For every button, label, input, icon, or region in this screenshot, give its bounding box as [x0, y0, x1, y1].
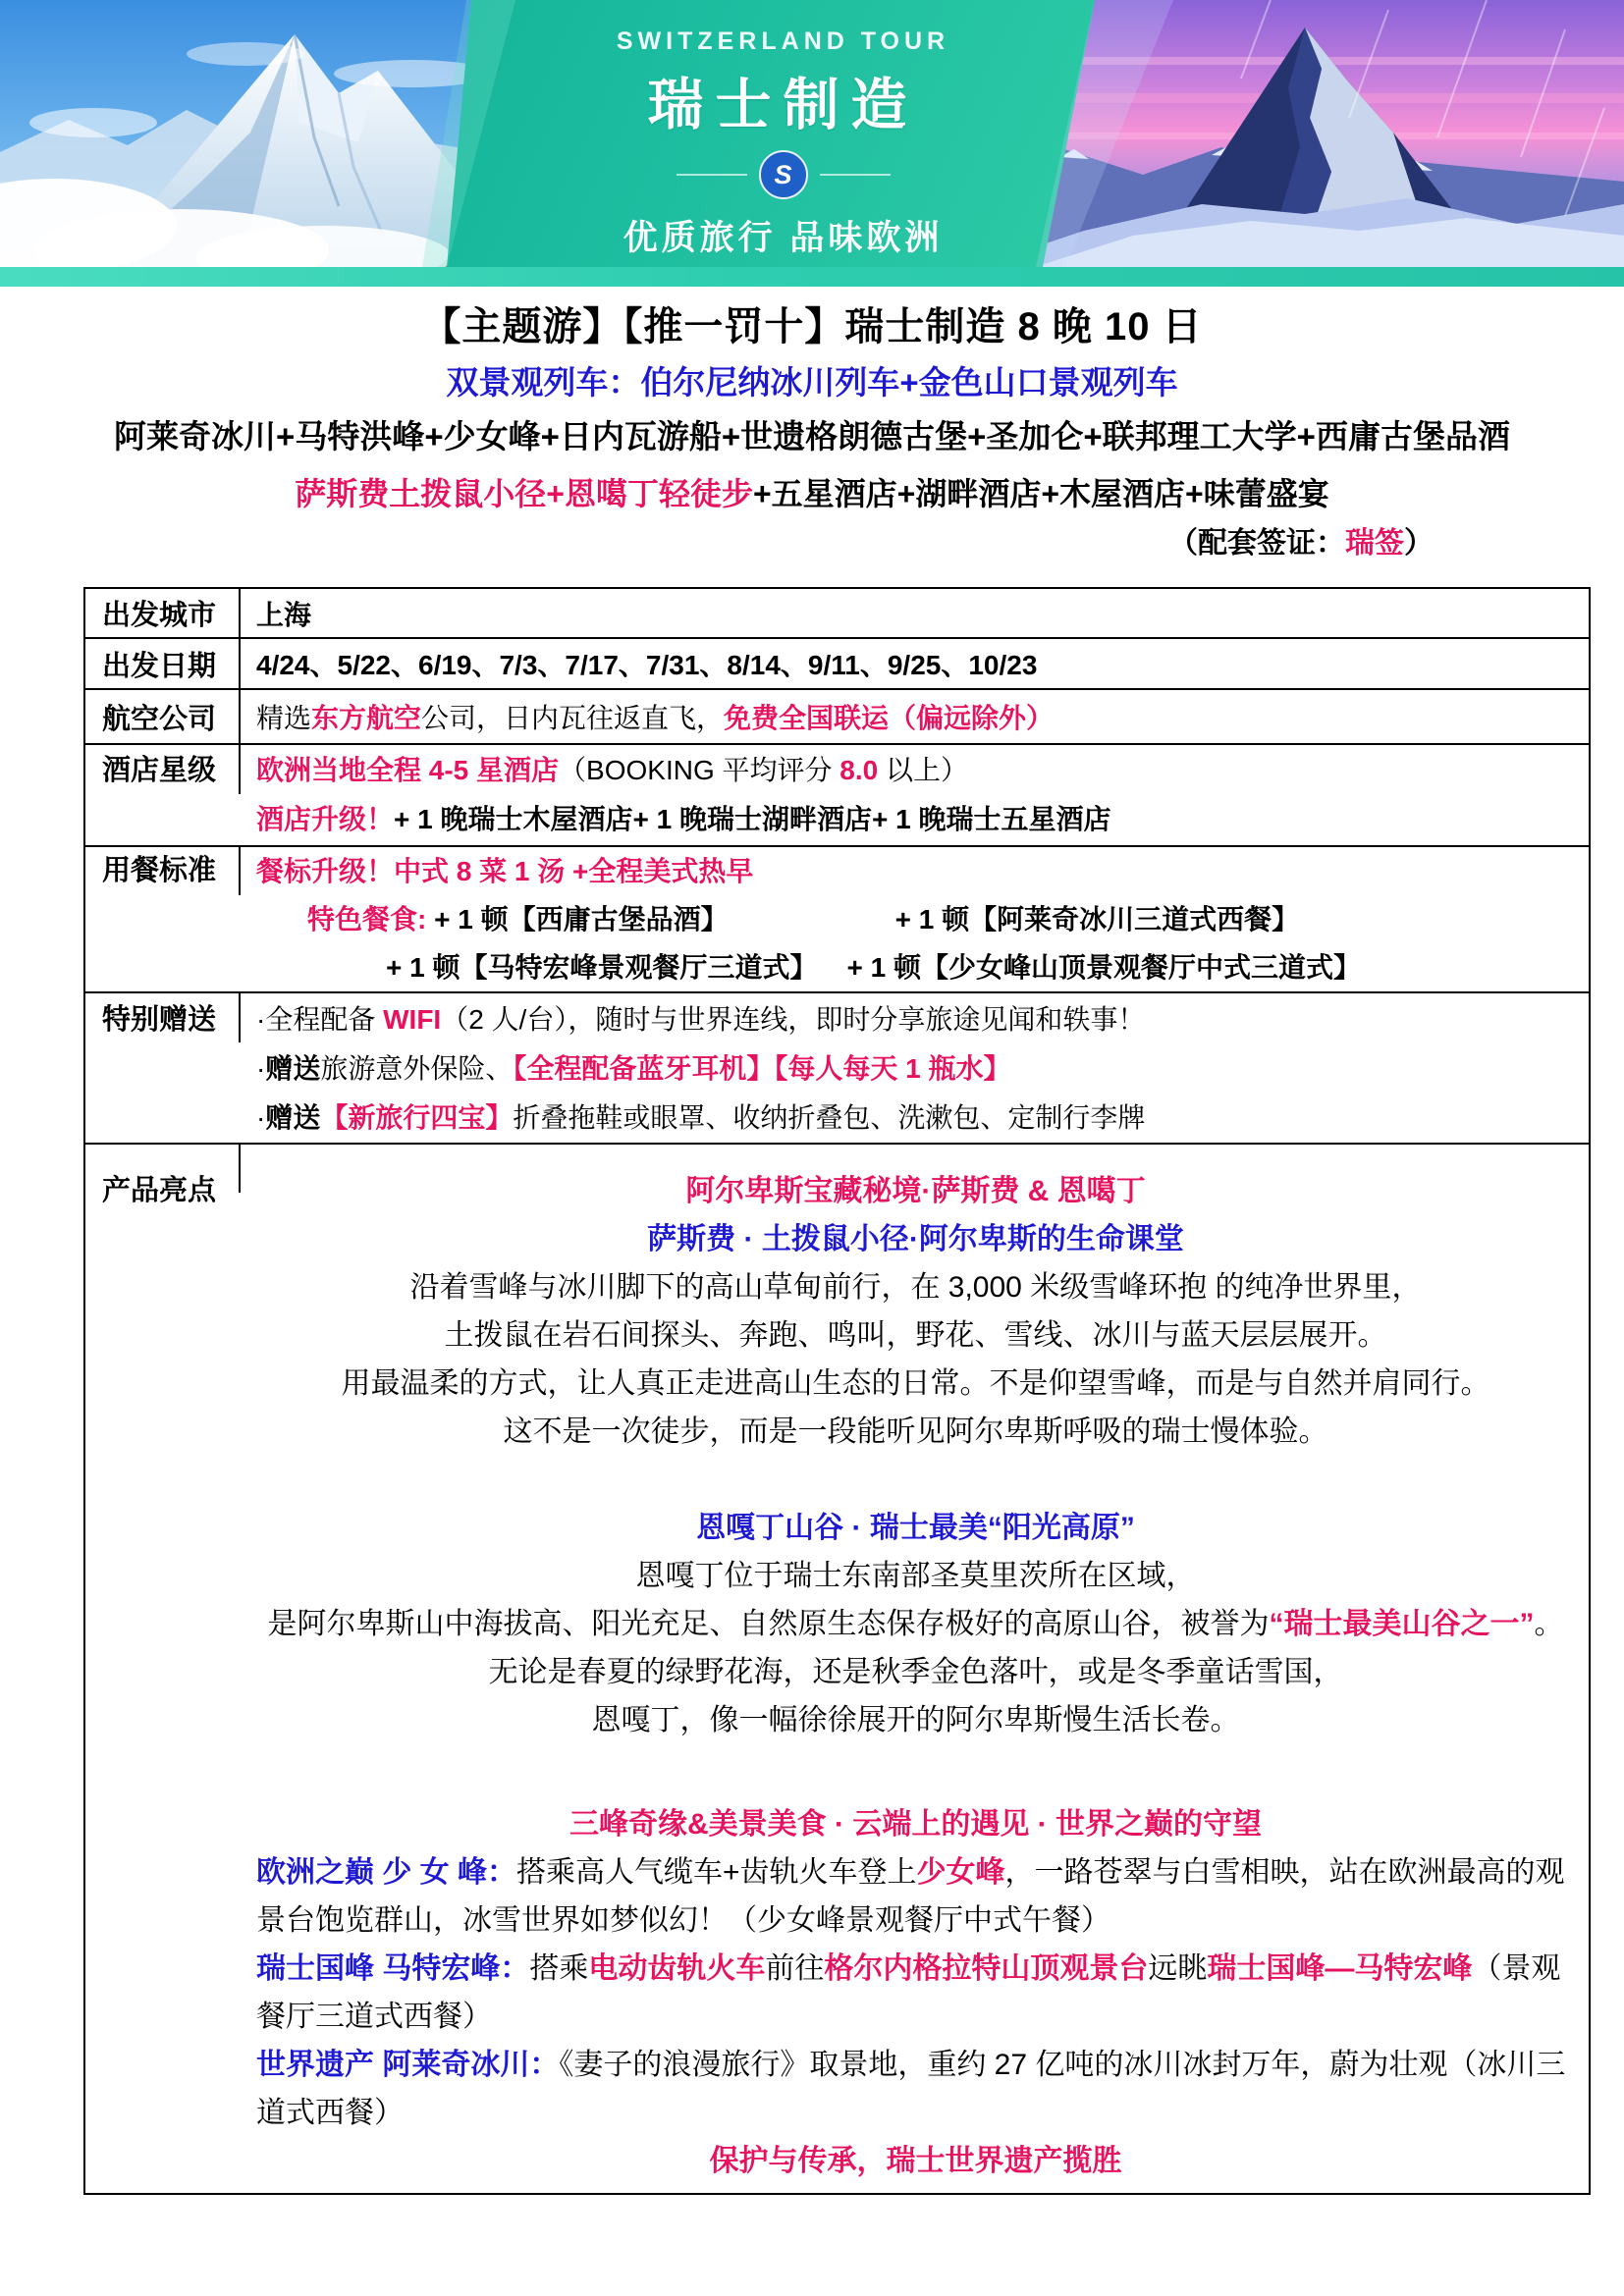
row-value: [241, 847, 1589, 991]
text-segment: + 1 顿【西庸古堡品酒】: [434, 904, 729, 934]
row-label: 酒店星级: [85, 745, 241, 794]
hotel-line-2: [256, 795, 1575, 844]
text-segment: ）: [1404, 527, 1434, 560]
heritage-title: 保护与传承，瑞士世界遗产揽胜: [709, 2145, 1122, 2177]
row-value: [241, 993, 1589, 1143]
text-segment: （BOOKING 平均评分: [559, 755, 840, 785]
banner: [0, 0, 1624, 267]
aletsch-paragraph: [256, 2041, 1575, 2137]
table-row-dates: [85, 639, 1589, 690]
trains-subtitle: 双景观列车：伯尔尼纳冰川列车+金色山口景观列车: [446, 364, 1178, 400]
row-label: 出发城市: [85, 589, 241, 637]
text-segment: （景观餐厅三道式西餐）: [256, 1952, 1561, 2033]
engadin-paragraph: 无论是春夏的绿野花海，还是秋季金色落叶，或是冬季童话雪国，: [488, 1656, 1343, 1688]
text-segment: 格尔内格拉特山顶观景台: [824, 1952, 1149, 1985]
saasfee-paragraph: 这不是一次徒步，而是一段能听见阿尔卑斯呼吸的瑞士慢体验。: [503, 1415, 1328, 1448]
text-segment: 远眺: [1148, 1952, 1208, 1985]
text-segment: 前往: [765, 1952, 825, 1985]
text-segment: 瑞签: [1345, 527, 1404, 560]
gifts-line-2: [256, 1044, 1575, 1094]
visa-note: [0, 522, 1624, 565]
matterhorn-paragraph: [256, 1945, 1575, 2041]
section-gap: [256, 1744, 1575, 1800]
text-segment: 赠送: [265, 1053, 321, 1084]
row-value: 4/24、5/22、6/19、7/3、7/17、7/31、8/14、9/11、9/25、10/23: [256, 650, 1038, 680]
text-segment: 折叠拖鞋或眼罩、收纳折叠包、洗漱包、定制行李牌: [513, 1102, 1146, 1133]
text-segment: 8.0: [839, 755, 879, 785]
meals-line-1: 餐标升级！中式 8 菜 1 汤 +全程美式热早: [256, 856, 754, 886]
engadin-paragraph: 恩嘎丁位于瑞士东南部圣莫里茨所在区域，: [635, 1560, 1196, 1592]
table-row-airline: [85, 690, 1589, 745]
engadin-paragraph: 恩嘎丁，像一幅徐徐展开的阿尔卑斯慢生活长卷。: [591, 1704, 1240, 1736]
text-segment: 东方航空: [311, 703, 422, 733]
text-segment: WIFI: [383, 1004, 442, 1035]
text-segment: + 1 顿【马特宏峰景观餐厅三道式】: [386, 952, 818, 983]
text-segment: “瑞士最美山谷之一”: [1269, 1608, 1535, 1640]
banner-subtitle-en: SWITZERLAND TOUR: [616, 27, 950, 55]
saasfee-subtitle: 萨斯费 · 土拨鼠小径·阿尔卑斯的生命课堂: [647, 1223, 1184, 1255]
engadin-title: 恩嘎丁山谷 · 瑞士最美“阳光高原”: [696, 1512, 1135, 1544]
text-segment: +五星酒店+湖畔酒店+木屋酒店+味蕾盛宴: [752, 476, 1329, 511]
brand-logo-icon: S: [759, 150, 808, 199]
row-value: [241, 690, 1589, 743]
meals-line-3: [256, 943, 1575, 991]
text-segment: 欧洲当地全程 4-5 星酒店: [256, 755, 560, 785]
text-segment: 免费全国联运（偏远除外）: [724, 703, 1055, 733]
text-segment: 电动齿轨火车: [588, 1952, 766, 1985]
saasfee-title: 阿尔卑斯宝藏秘境·萨斯费 & 恩噶丁: [685, 1175, 1146, 1207]
text-segment: 特色餐食:: [307, 904, 435, 934]
row-label: 出发日期: [85, 639, 241, 688]
row-value: 上海: [256, 599, 312, 630]
table-row-gifts: [85, 993, 1589, 1145]
attractions-line: 阿莱奇冰川+马特洪峰+少女峰+日内瓦游船+世遗格朗德古堡+圣加仑+联邦理工大学+西庸古堡品酒: [114, 418, 1510, 454]
gifts-line-3: [256, 1094, 1575, 1143]
text-segment: 是阿尔卑斯山中海拔高、阳光充足、自然原生态保存极好的高原山谷，被誉为: [267, 1608, 1270, 1640]
jungfrau-paragraph: [256, 1848, 1575, 1945]
saasfee-paragraph: 土拨鼠在岩石间探头、奔跑、鸣叫，野花、雪线、冰川与蓝天层层展开。: [444, 1319, 1387, 1352]
text-segment: 公司，日内瓦往返直飞，: [421, 703, 725, 733]
text-segment: 世界遗产 阿莱奇冰川：: [256, 2049, 560, 2081]
table-row-city: [85, 589, 1589, 639]
text-segment: 以上）: [878, 755, 968, 785]
section-gap: [256, 1456, 1575, 1504]
row-label: 特别赠送: [85, 993, 241, 1042]
banner-center-content: [471, 0, 1095, 267]
table-row-highlights: [85, 1145, 1589, 2193]
text-segment: + 1 顿【少女峰山顶景观餐厅中式三道式】: [846, 952, 1361, 983]
banner-tagline: 优质旅行 品味欧洲: [623, 219, 944, 257]
text-segment: 赠送: [265, 1102, 321, 1133]
text-segment: ·: [256, 1102, 266, 1133]
divider-line-left: [677, 174, 747, 176]
saasfee-paragraph: 用最温柔的方式，让人真正走进高山生态的日常。不是仰望雪峰，而是与自然并肩同行。: [341, 1367, 1490, 1400]
text-segment: 瑞士国峰 马特宏峰：: [256, 1952, 530, 1985]
banner-logo-row: [471, 150, 1095, 199]
table-row-hotel: [85, 745, 1589, 847]
page-title: 【主题游】【推一罚十】瑞士制造 8 晚 10 日: [421, 305, 1203, 348]
text-segment: 搭乘: [529, 1952, 589, 1985]
tour-info-table: [83, 587, 1591, 2195]
text-segment: 旅游意外保险、: [320, 1053, 514, 1084]
text-segment: ·全程配备: [256, 1004, 384, 1035]
text-segment: 欧洲之巅 少 女 峰：: [256, 1856, 517, 1889]
table-row-meals: [85, 847, 1589, 993]
text-segment: 少女峰: [916, 1856, 1005, 1889]
divider-line-right: [820, 174, 891, 176]
text-segment: 【全程配备蓝牙耳机】【每人每天 1 瓶水】: [513, 1053, 1011, 1084]
hiking-hotels-line: [0, 469, 1624, 518]
text-segment: 。: [1534, 1608, 1564, 1640]
text-segment: 萨斯费土拨鼠小径+恩噶丁轻徒步: [295, 476, 753, 511]
banner-title-cn: 瑞士制造: [647, 74, 919, 136]
gifts-line-1: [256, 995, 1575, 1044]
row-label: 航空公司: [85, 690, 241, 743]
meals-line-2: [256, 895, 1575, 943]
text-segment: ，一路苍翠与白雪相映，站在欧洲最高的观景台饱览群山，冰雪世界如梦似幻！（少女峰景观餐厅中式午餐）: [256, 1856, 1565, 1937]
text-segment: 酒店升级！: [256, 804, 395, 834]
text-segment: 瑞士国峰—马特宏峰: [1207, 1952, 1473, 1985]
text-segment: 精选: [256, 703, 312, 733]
row-value: [241, 1145, 1589, 2193]
text-segment: 【新旅行四宝】: [320, 1102, 514, 1133]
text-segment: ·: [256, 1053, 266, 1084]
engadin-paragraph: [256, 1600, 1575, 1648]
row-label: 产品亮点: [85, 1145, 241, 1193]
text-segment: （配套签证：: [1168, 527, 1345, 560]
text-segment: + 1 顿【阿莱奇冰川三道式西餐】: [894, 904, 1300, 934]
text-segment: 搭乘高人气缆车+齿轨火车登上: [516, 1856, 917, 1889]
banner-bottom-strip: [0, 267, 1624, 287]
saasfee-paragraph: 沿着雪峰与冰川脚下的高山草甸前行，在 3,000 米级雪峰环抱 的纯净世界里，: [409, 1271, 1422, 1304]
peaks-title: 三峰奇缘&美景美食 · 云端上的遇见 · 世界之巅的守望: [569, 1808, 1262, 1841]
row-label: 用餐标准: [85, 847, 241, 895]
text-segment: + 1 晚瑞士木屋酒店+ 1 晚瑞士湖畔酒店+ 1 晚瑞士五星酒店: [394, 804, 1111, 834]
row-value: [241, 745, 1589, 845]
text-segment: 《妻子的浪漫旅行》取景地，重约 27 亿吨的冰川冰封万年，蔚为壮观（冰川三道式西餐）: [256, 2049, 1566, 2129]
hotel-line-1: [256, 746, 1575, 795]
text-segment: （2 人/台），随时与世界连线，即时分享旅途见闻和轶事！: [441, 1004, 1146, 1035]
headline-block: [0, 302, 1624, 565]
